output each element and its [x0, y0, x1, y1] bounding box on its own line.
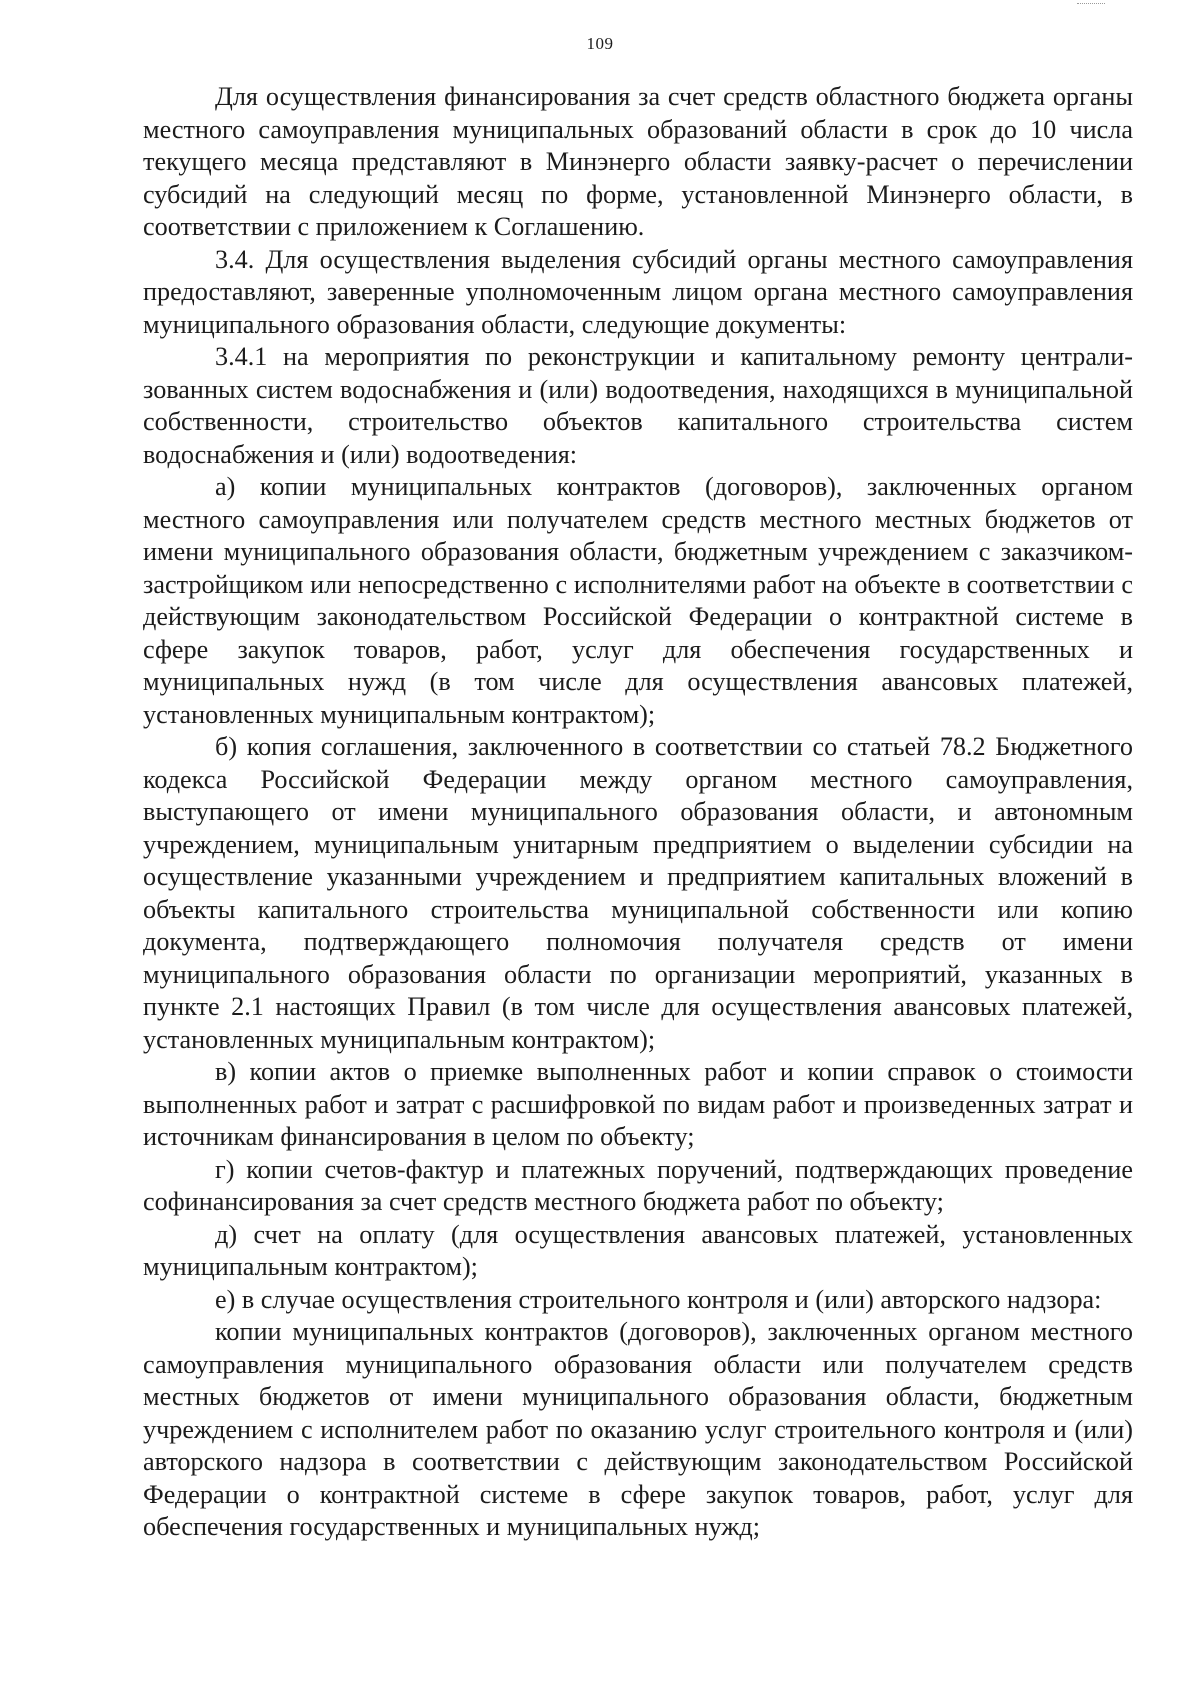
paragraph-3-4-1: 3.4.1 на мероприятия по реконструкции и капитальному ремонту централизованных систем водоснабжения и (или) водоотведения, находящихся в муниципальной собственности, строительство объектов капитального строительства систем водоснабжения и (или) водоотведения: [143, 342, 1133, 469]
list-item-v: в) копии актов о приемке выполненных работ и копии справок о стоимости выполненных работ и затрат с расшифровкой по видам работ и произведенных затрат и источникам финансирования в целом по объекту; [143, 1057, 1133, 1151]
paragraph-financing-request: Для осуществления финансирования за счет средств областного бюджета органы местного самоуправления муниципальных образований области в срок до 10 числа текущего месяца представляют в Минэнерго области заявку-расчет о перечислении субсидий на следующий месяц по форме, установленной Минэнерго области, в соответствии с приложением к Соглашению. [143, 82, 1133, 241]
list-item-g: г) копии счетов-фактур и платежных поручений, подтверждающих проведение софинансирования за счет средств местного бюджета работ по объекту; [143, 1154, 1133, 1216]
list-item-e: е) в случае осуществления строительного контроля и (или) авторского надзора: [215, 1284, 1102, 1314]
paragraph-supervision-contracts: копии муниципальных контрактов (договоров), заключенных органом местного самоуправления муниципального образования области или получателем средств местных бюджетов от имени муниципального образования области, бюджетным учреждением с исполнителем работ по оказанию услуг строительного контроля и (или) авторского надзора в соответствии с действующим законодательством Российской Федерации о контрактной системе в сфере закупок товаров, работ, услуг для обеспечения государственных и муниципальных нужд; [143, 1317, 1133, 1541]
list-item-d: д) счет на оплату (для осуществления авансовых платежей, установленных муниципальным контрактом); [143, 1219, 1133, 1281]
scan-artifact-mark [1077, 0, 1105, 4]
document-body [143, 81, 1133, 1544]
page-number: 109 [586, 34, 614, 53]
list-item-a: а) копии муниципальных контрактов (договоров), заключенных органом местного самоуправления или получателем средств местного местных бюджетов от имени муниципального образования области, бюджетным учреждением с заказчиком-застройщиком или непосредственно с исполнителями работ на объекте в соответствии с действующим законодательством Российской Федерации о контрактной системе в сфере закупок товаров, работ, услуг для обеспечения государственных и муниципальных нужд (в том числе для осуществления авансовых платежей, установленных муниципальным контрактом); [143, 472, 1133, 729]
list-item-b: б) копия соглашения, заключенного в соответствии со статьей 78.2 Бюджетного кодекса Российской Федерации между органом местного самоуправления, выступающего от имени муниципального образования области, и автономным учреждением, муниципальным унитарным предприятием о выделении субсидии на осуществление указанными учреждением и предприятием капитальных вложений в объекты капитального строительства муниципальной собственности или копию документа, подтверждающего полномочия получателя средств от имени муниципального образования области по организации мероприятий, указанных в пункте 2.1 настоящих Правил (в том числе для осуществления авансовых платежей, установленных муниципальным контрактом); [143, 732, 1133, 1054]
paragraph-3-4: 3.4. Для осуществления выделения субсидий органы местного самоуправления предоставляют, заверенные уполномоченным лицом органа местного самоуправления муниципального образования области, следующие документы: [143, 244, 1133, 339]
